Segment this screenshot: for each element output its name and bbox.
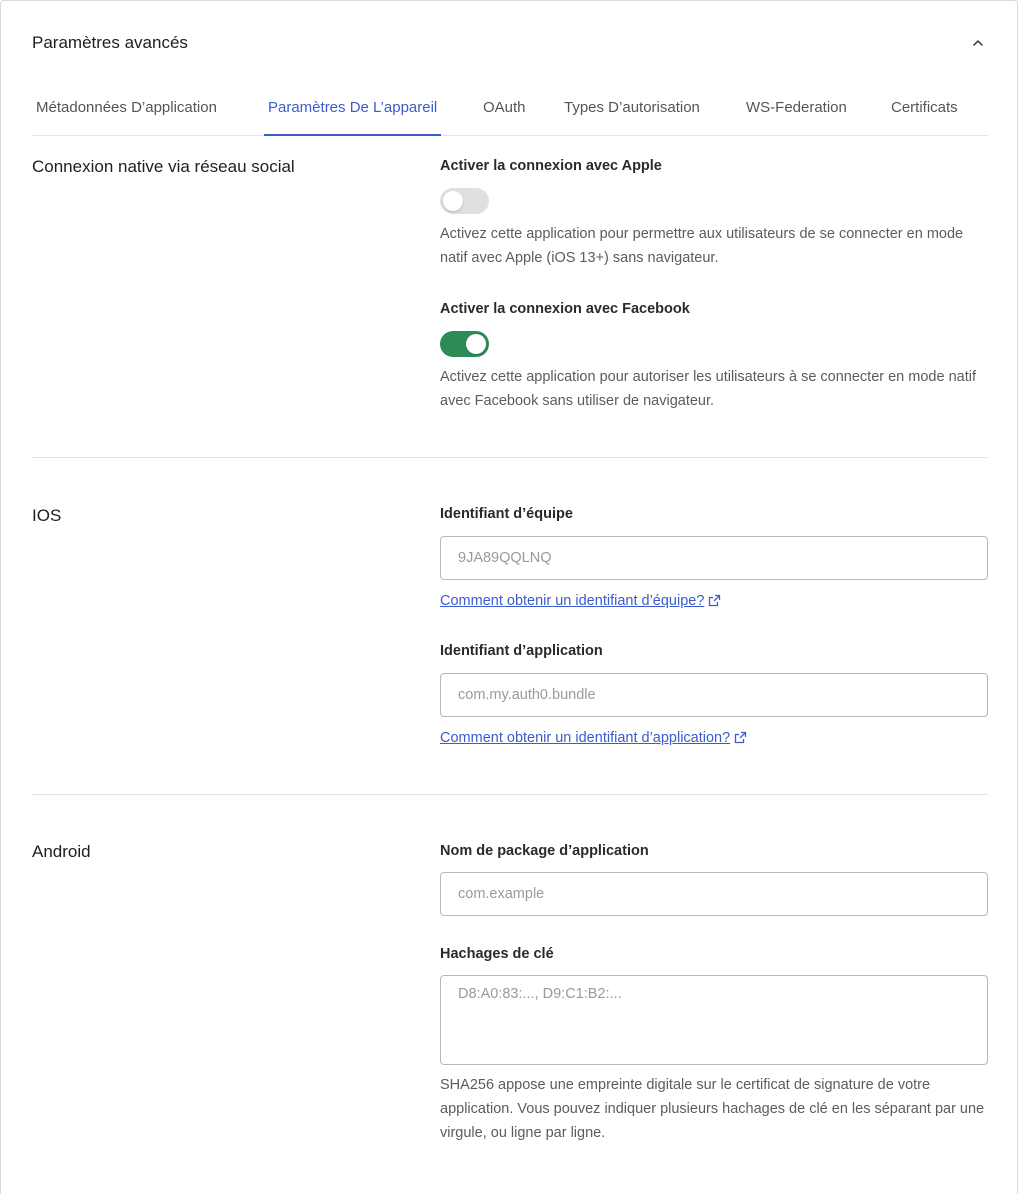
app-id-help-link[interactable] xyxy=(440,728,747,750)
section-title-ios: IOS xyxy=(32,506,62,525)
tab-label: Métadonnées D’application xyxy=(36,99,217,116)
external-link-icon xyxy=(734,730,747,750)
team-id-help-link[interactable] xyxy=(440,591,721,613)
tab-oauth[interactable] xyxy=(483,88,526,135)
tab-ws-federation[interactable] xyxy=(746,88,847,135)
tab-label: Certificats xyxy=(891,99,958,116)
tab-label: WS-Federation xyxy=(746,99,847,116)
apple-login-toggle[interactable] xyxy=(440,188,489,214)
tab-certificates[interactable] xyxy=(891,88,958,135)
chevron-up-icon[interactable] xyxy=(970,35,986,51)
toggle-knob xyxy=(466,334,486,354)
package-name-input[interactable] xyxy=(440,872,988,916)
section-title-android: Android xyxy=(32,842,91,861)
apple-toggle-help: Activez cette application pour permettre aux utilisateurs de se connecter en mode natif avec Apple (iOS 13+) sans navigateur. xyxy=(440,226,964,266)
key-hashes-help: SHA256 appose une empreinte digitale sur le certificat de signature de votre application. Vous pouvez indiquer plusieurs hachages de clé en les séparant par une virgule, ou ligne par ligne. xyxy=(440,1077,985,1141)
team-id-help-link-text: Comment obtenir un identifiant d’équipe? xyxy=(440,593,705,609)
section-divider xyxy=(32,457,988,458)
tab-grant-types[interactable] xyxy=(564,88,700,135)
tab-application-metadata[interactable] xyxy=(36,88,217,135)
section-title-social: Connexion native via réseau social xyxy=(32,157,295,176)
team-id-input[interactable] xyxy=(440,536,988,580)
app-id-help-link-text: Comment obtenir un identifiant d’application? xyxy=(440,730,731,746)
panel-header xyxy=(32,31,988,57)
tab-label: Types D’autorisation xyxy=(564,99,700,116)
facebook-login-toggle[interactable] xyxy=(440,331,489,357)
tab-label: OAuth xyxy=(483,99,526,116)
tab-bar xyxy=(32,88,988,136)
key-hashes-label: Hachages de clé xyxy=(440,946,554,962)
toggle-knob xyxy=(443,191,463,211)
app-id-input[interactable] xyxy=(440,673,988,717)
panel-title: Paramètres avancés xyxy=(32,33,188,52)
apple-toggle-label: Activer la connexion avec Apple xyxy=(440,158,662,174)
active-tab-indicator xyxy=(264,134,441,136)
section-divider xyxy=(32,794,988,795)
external-link-icon xyxy=(708,593,721,613)
facebook-toggle-label: Activer la connexion avec Facebook xyxy=(440,301,690,317)
app-id-label: Identifiant d’application xyxy=(440,643,603,659)
key-hashes-textarea[interactable] xyxy=(440,975,988,1065)
tab-label: Paramètres De L’appareil xyxy=(268,99,438,116)
team-id-label: Identifiant d’équipe xyxy=(440,506,573,522)
package-name-label: Nom de package d’application xyxy=(440,843,649,859)
facebook-toggle-help: Activez cette application pour autoriser les utilisateurs à se connecter en mode natif avec Facebook sans utiliser de navigateur. xyxy=(440,369,976,409)
tab-device-settings[interactable] xyxy=(264,88,441,135)
